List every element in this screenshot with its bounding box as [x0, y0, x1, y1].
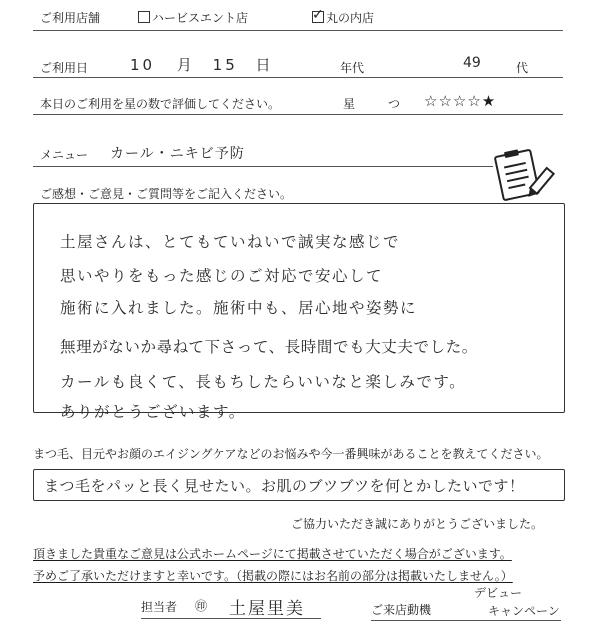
staff-seal: ㊞: [195, 599, 208, 613]
comment-line-3: 施術に入れました。施術中も、居心地や姿勢に: [60, 299, 418, 317]
footer-notice-1: 頂きました貴重なご意見は公式ホームページにて掲載させていただく場合がございます。: [33, 547, 512, 561]
menu-rule: [33, 166, 493, 167]
store-option-marunouchi[interactable]: [312, 9, 374, 26]
comment-line-4: 無理がないか尋ねて下さって、長時間でも大丈夫でした。: [60, 338, 478, 356]
rating-label: 星: [343, 97, 356, 111]
age-value: 49: [463, 55, 481, 71]
checkbox-harbis[interactable]: [138, 11, 150, 23]
rating-unit: つ: [388, 97, 401, 111]
comment-line-1: 土屋さんは、とてもていねいで誠実な感じで: [60, 233, 401, 251]
concern-prompt: まつ毛、目元やお顔のエイジングケアなどのお悩みや今一番興味があることを教えてください。: [33, 447, 549, 461]
visit-motive-line-2: キャンペーン: [488, 604, 560, 618]
store-option-marunouchi-label: 丸の内店: [326, 11, 375, 25]
usage-date-value: [130, 54, 274, 75]
store-option-harbis-label: ハービスエント店: [152, 11, 249, 25]
usage-month-unit: 月: [176, 56, 195, 74]
comment-line-6: ありがとうございます。: [60, 403, 246, 421]
comment-line-2: 思いやりをもった感じのご対応で安心して: [60, 267, 384, 285]
rating-prompt: 本日のご利用を星の数で評価してください。: [40, 97, 281, 111]
comments-prompt: ご感想・ご意見・ご質問等をご記入ください。: [40, 187, 293, 201]
visit-motive-line-1: デビュー: [474, 586, 523, 600]
visit-motive-rule: [371, 620, 561, 621]
usage-day-unit: 日: [255, 56, 274, 74]
menu-value: カール・ニキビ予防: [110, 146, 245, 162]
store-label: ご利用店舗: [40, 11, 101, 25]
age-label: 年代: [340, 61, 365, 75]
staff-label: 担当者: [141, 600, 178, 614]
date-age-rule: [33, 77, 563, 78]
rating-stars[interactable]: ☆☆☆☆★: [424, 93, 497, 110]
usage-month: 10: [130, 56, 156, 74]
menu-label: メニュー: [40, 148, 89, 162]
checkbox-marunouchi[interactable]: [312, 11, 324, 23]
footer-notice-2: 予めご了承いただけますと幸いです。（掲載の際にはお名前の部分は掲載いたしません。）: [33, 569, 513, 583]
comment-line-5: カールも良くて、長もちしたらいいなと楽しみです。: [60, 373, 467, 391]
usage-day: 15: [212, 56, 238, 74]
rating-rule: [33, 114, 563, 115]
clipboard-pencil-icon: [493, 147, 555, 203]
age-unit: 代: [516, 61, 529, 75]
store-option-harbis[interactable]: [138, 9, 248, 26]
staff-rule: [141, 618, 321, 619]
visit-motive-label: ご来店動機: [371, 603, 432, 617]
store-rule: [33, 30, 563, 31]
usage-date-label: ご利用日: [40, 61, 89, 75]
concern-answer: まつ毛をパッと長く見せたい。お肌のブツブツを何とかしたいです！: [44, 477, 525, 495]
footer-thanks: ご協力いただき誠にありがとうございました。: [291, 517, 544, 531]
staff-name: 土屋里美: [229, 599, 305, 619]
